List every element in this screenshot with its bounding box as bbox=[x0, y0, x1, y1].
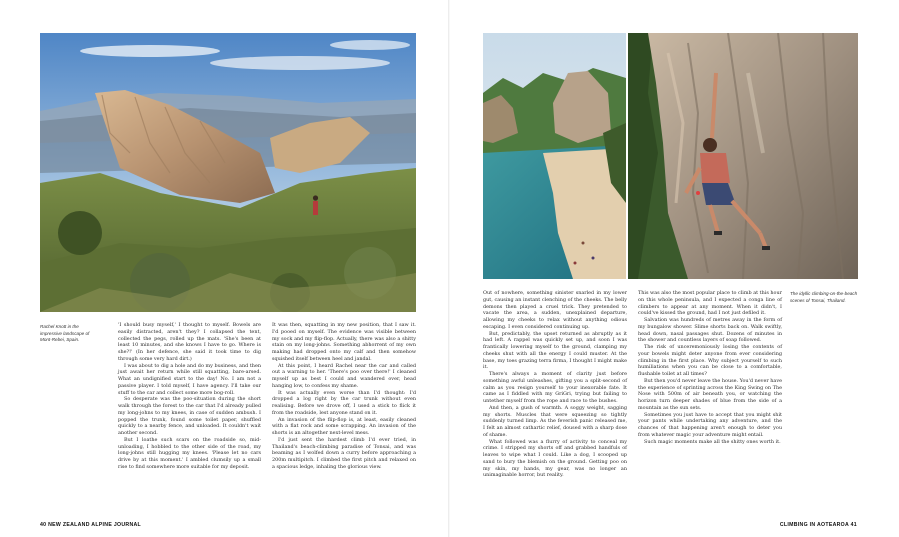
left-page bbox=[0, 0, 449, 537]
left-folio: 40 NEW ZEALAND ALPINE JOURNAL bbox=[40, 522, 142, 528]
left-photo-caption: Rachel Knott in the impressive landscape of Mont-Rebei, Spain. bbox=[40, 324, 90, 343]
paragraph: I was about to dig a hole and do my business, and then just await her return while still squatting, bare-arsed. What an undignified start to the day! No. I am not a passive player. I told myself, I have agency. I'll take our stuff to the car and collect some more bog-roll. bbox=[118, 362, 261, 396]
right-column-2 bbox=[638, 290, 782, 445]
right-folio: CLIMBING IN AOTEAROA 41 bbox=[779, 522, 857, 528]
paragraph: So desperate was the poo-situation during the short walk through the forest to the car that I'd already pulled my long-johns to my knees, in case of sudden ambush. I popped the trunk, found some toilet paper, shuffled quickly to a nearby fence, and unloaded. It couldn't wait another second. bbox=[118, 396, 261, 436]
paragraph: Out of nowhere, something sinister snarled in my lower gut, causing an instant clenching of the cheeks. The belly demons then played a cruel trick. They pretended to vacate the area, a sudden, unexplained departure, allowing my cheeks to relax without anything odious escaping. I even considered continuing up. bbox=[483, 290, 627, 330]
right-page bbox=[450, 0, 899, 537]
paragraph: The risk of unceremoniously losing the contents of your bowels might deter anyone from ever considering climbing in the first place. Why subject yourself to such humiliations when you can be close to a comfortable, flushable toilet at all times? bbox=[638, 344, 782, 377]
paragraph: And then, a gush of warmth. A soggy weight, sagging my shorts. Muscles that were squeezing so tightly suddenly turned limp. As the feverish panic released me, I felt an almost cathartic relief, doused with a sharp dose of shame. bbox=[483, 404, 627, 438]
paragraph: At this point, I heard Rachel near the car and called out a warning to her. 'There's poo over there!' I cleaned myself up as best I could and wandered over, head hanging low, to confess my shame. bbox=[272, 362, 416, 389]
paragraph: Salvation was hundreds of metres away in the form of my bungalow shower. Slime shorts back on. Walk swiftly, head down, nasal passages shut. Dozens of minutes in the shower and countless layers of soap followed. bbox=[638, 317, 782, 344]
mont-rebei-photo bbox=[40, 33, 416, 312]
paragraph: It was actually even worse than I'd thought: I'd dropped a log right by the car trunk without even realising. Before we drove off, I used a stick to flick it from the roadside, lest anyone stand on it. bbox=[272, 389, 416, 416]
right-photo-caption: The idyllic climbing-on-the-beach scenes of Tonsai, Thailand. bbox=[790, 291, 858, 303]
paragraph: What followed was a flurry of activity to conceal my crime. I stripped my shorts off and grabbed handfuls of leaves to wipe what I could. Like a dog, I scooped up sand to bury the blemish on the ground. Getting poo on my skin, my hands, my gear, was no longer an unimaginable horror, but reality. bbox=[483, 438, 627, 479]
paragraph: This was also the most popular place to climb at this hour on this whole peninsula, and I expected a conga line of climbers to appear at any moment. When it didn't, I could've kissed the ground, had I not just defiled it. bbox=[638, 290, 782, 317]
paragraph: I'd just sent the hardest climb I'd ever tried, in Thailand's beach-climbing paradise of Tonsai, and was beaming as I wolfed down a curry before approaching a 200m multipitch. I climbed the first pitch and relaxed on a spacious ledge, inhaling the glorious view. bbox=[272, 436, 416, 470]
paragraph: It was then, squatting in my new position, that I saw it. I'd pooed on myself. The evidence was visible between my sock and my flip-flop. Actually, there was also a shitty stain on my long-johns. Something abhorrent of my own making had dropped onto my calf and then somehow squished itself between heel and jandal. bbox=[272, 322, 416, 362]
paragraph: But I loathe such scars on the roadside so, mid-unloading, I hobbled to the other side of the road, my long-johns still hugging my knees. 'Please let no cars drive by at this moment.' I ambled clumsily up a small rise to find somewhere more suitable for my deposit. bbox=[118, 436, 261, 470]
climber-photo bbox=[628, 33, 858, 279]
paragraph: But then you'd never leave the house. You'd never have the experience of sprinting across the King Swing on The Nose with 500m of air beneath you, or watching the horizon turn deeper shades of blue from the side of a mountain as the sun sets. bbox=[638, 377, 782, 411]
left-column-2 bbox=[272, 322, 416, 471]
paragraph: An invasion of the flip-flop is, at least, easily cleaned with a flat rock and some scrapping. An invasion of the shorts is an altogether next-level mess. bbox=[272, 416, 416, 436]
paragraph: There's always a moment of clarity just before something awful unleashes, gifting you a split-second of calm as you resign yourself to your inexorable fate. It came as I fiddled with my GriGri, trying but failing to untether myself from the rope and race to the bushes. bbox=[483, 371, 627, 404]
paragraph: Sometimes you just have to accept that you might shit your pants while undertaking any adventure, and the chances of that happening aren't enough to deter you from whatever magic your adventure might entail. bbox=[638, 411, 782, 438]
left-column-1 bbox=[118, 322, 261, 471]
paragraph: 'I should busy myself,' I thought to myself. Bowels are easily distracted, aren't they? I collapsed the tent, collected the pegs, rolled up the mats. 'She's been at least 10 minutes, and she knows I have to go. Where is she?!' (In her defence, she said it took time to dig through some very hard dirt.) bbox=[118, 322, 261, 362]
paragraph: But, predictably, the upset returned as abruptly as it had left. A rappel was quickly set up, and soon I was frantically lowering myself to the ground, clamping my cheeks shut with all the energy I could muster. At the base, my toes grazing terra firma, I thought I might make it. bbox=[483, 330, 627, 371]
right-column-1 bbox=[483, 290, 627, 479]
tonsai-beach-photo bbox=[483, 33, 626, 279]
paragraph: Such magic moments make all the shitty ones worth it. bbox=[644, 438, 781, 445]
